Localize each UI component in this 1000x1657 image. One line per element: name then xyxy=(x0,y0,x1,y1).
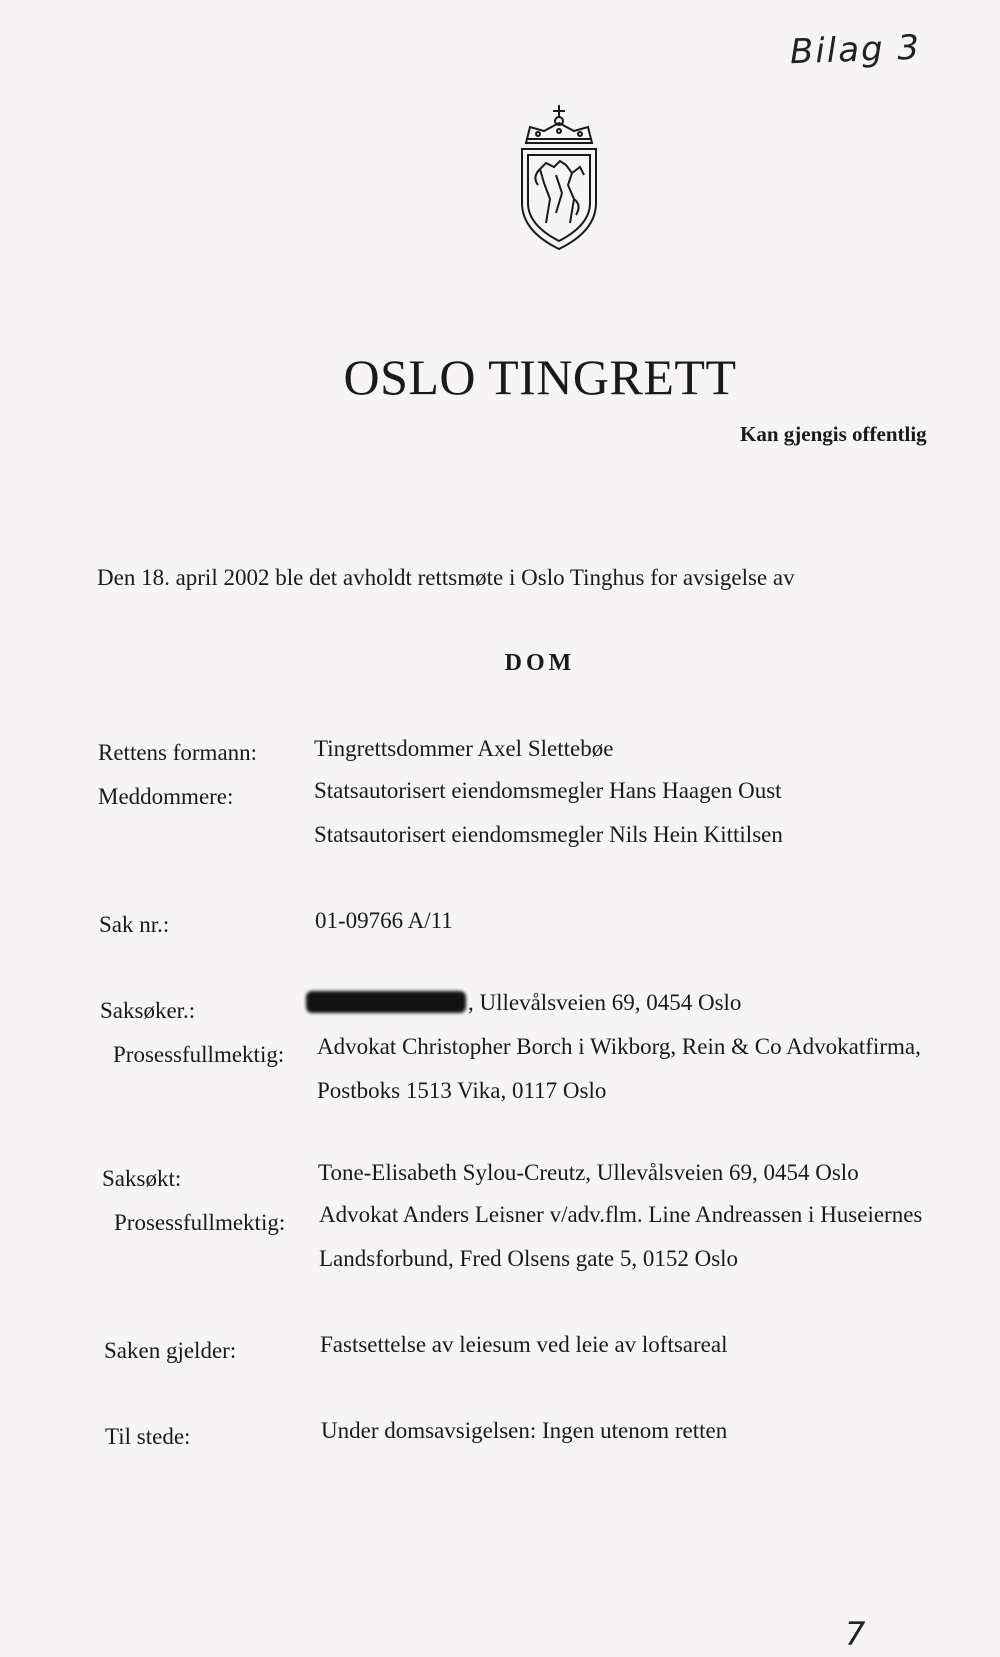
saksokt-prosess-line2: Landsforbund, Fred Olsens gate 5, 0152 Oslo xyxy=(319,1246,739,1271)
tilstede-value: Under domsavsigelsen: Ingen utenom retten xyxy=(321,1418,728,1443)
saksokt-value: Tone-Elisabeth Sylou-Creutz, Ullevålsveien 69, 0454 Oslo xyxy=(318,1160,859,1185)
saksoker-label: Saksøker.: xyxy=(100,998,196,1023)
coat-of-arms-icon xyxy=(516,103,602,251)
saksokt-prosess-label: Prosessfullmektig: xyxy=(114,1210,286,1235)
judgment-heading: DOM xyxy=(504,650,576,676)
meddommer-2: Statsautorisert eiendomsmegler Nils Hein Kittilsen xyxy=(314,822,783,847)
meddommere-label: Meddommere: xyxy=(98,784,234,809)
public-note: Kan gjengis offentlig xyxy=(740,422,927,446)
case-number: 01-09766 A/11 xyxy=(315,908,453,933)
tilstede-label: Til stede: xyxy=(105,1424,191,1449)
formann-value: Tingrettsdommer Axel Slettebøe xyxy=(314,736,614,761)
saksoker-address: , Ullevålsveien 69, 0454 Oslo xyxy=(468,990,742,1015)
saksoker-prosess-label: Prosessfullmektig: xyxy=(113,1042,285,1067)
gjelder-value: Fastsettelse av leiesum ved leie av loftsareal xyxy=(320,1332,728,1357)
saksoker-value xyxy=(306,990,741,1016)
saksokt-label: Saksøkt: xyxy=(102,1166,182,1191)
sak-label: Sak nr.: xyxy=(99,912,170,937)
saksoker-prosess-line1: Advokat Christopher Borch i Wikborg, Rein & Co Advokatfirma, xyxy=(317,1034,921,1059)
meddommer-1: Statsautorisert eiendomsmegler Hans Haagen Oust xyxy=(314,778,782,803)
saksokt-prosess-line1: Advokat Anders Leisner v/adv.flm. Line Andreassen i Huseiernes xyxy=(319,1202,923,1227)
court-title: OSLO TINGRETT xyxy=(343,349,737,405)
redacted-name xyxy=(306,991,466,1013)
handwritten-page-number: 7 xyxy=(845,1615,866,1653)
saksoker-prosess-line2: Postboks 1513 Vika, 0117 Oslo xyxy=(317,1078,607,1103)
intro-text: Den 18. april 2002 ble det avholdt rettsmøte i Oslo Tinghus for avsigelse av xyxy=(97,565,795,590)
formann-label: Rettens formann: xyxy=(98,740,258,765)
gjelder-label: Saken gjelder: xyxy=(104,1338,237,1363)
handwritten-annotation: Bilag 3 xyxy=(789,27,922,73)
